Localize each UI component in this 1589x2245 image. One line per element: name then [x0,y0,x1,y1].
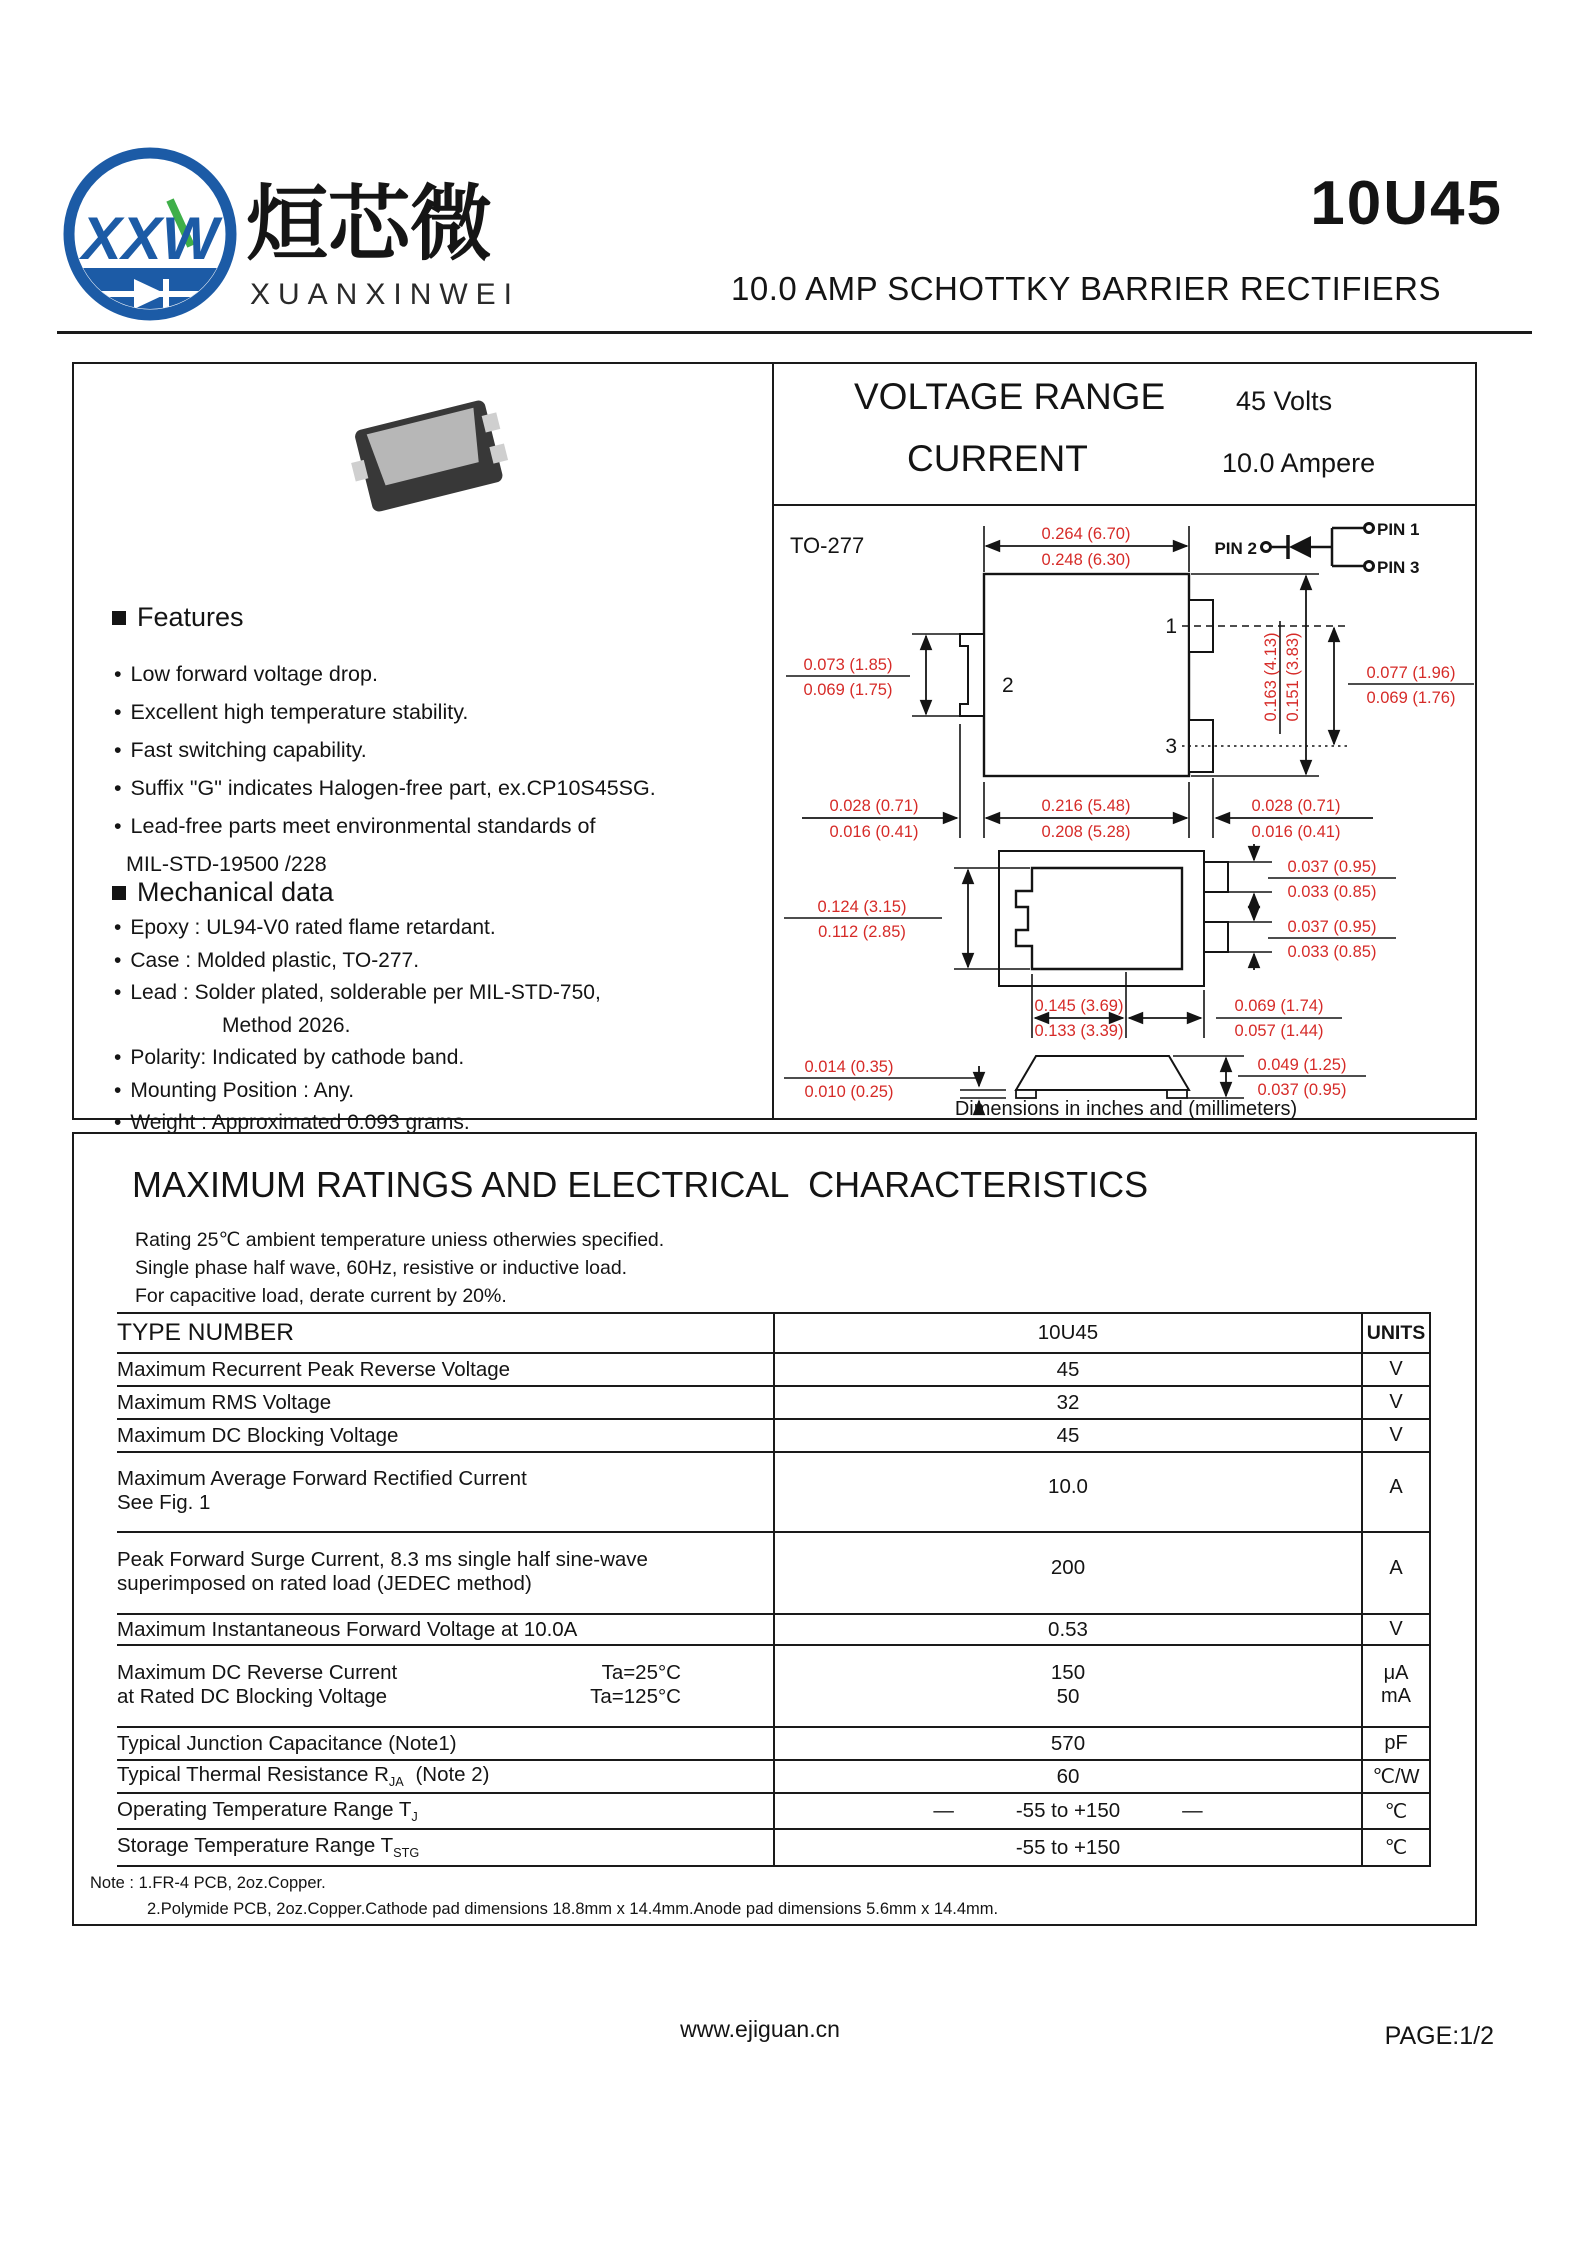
dim-pin3-pad-min: 0.033 (0.85) [1287,943,1377,961]
pin2-pad-outline [960,634,984,716]
feature-item: • Low forward voltage drop. [114,662,656,687]
footer-page-number: PAGE:1/2 [1384,2022,1494,2050]
units-cell: pF [1362,1727,1430,1760]
pad1-number: 1 [1165,615,1177,638]
dim-pad-gap-min: 0.057 (1.44) [1234,1022,1324,1040]
feature-item: • Suffix "G" indicates Halogen-free part, ex.CP10S45SG. [114,776,656,801]
pin1-label: PIN 1 [1377,520,1420,539]
logo-latin-text: XUANXINWEI [250,278,518,311]
dim-cathode-pad-width-min: 0.133 (3.39) [1034,1022,1124,1040]
feature-item: • Fast switching capability. [114,738,656,763]
param-cell: Typical Junction Capacitance (Note1) [117,1731,457,1755]
top-view-drawing [786,525,1474,841]
mechanical-item: • Weight : Approximated 0.093 grams. [114,1111,601,1135]
param-cell: Maximum DC Blocking Voltage [117,1423,399,1447]
feature-item: • Excellent high temperature stability. [114,700,656,725]
units-cell: ℃/W [1362,1760,1430,1793]
ratings-title: MAXIMUM RATINGS AND ELECTRICAL CHARACTERISTICS [132,1164,1149,1205]
dim-body-thickness-min: 0.037 (0.95) [1257,1081,1347,1099]
pin3-label: PIN 3 [1377,558,1420,577]
table-row [117,1532,1430,1614]
voltage-range-value: 45 Volts [1236,386,1333,416]
dim-body-height-min: 0.151 (3.83) [1284,632,1302,722]
mechanical-item: • Lead : Solder plated, solderable per MIL-STD-750, [114,981,601,1005]
units-cell: V [1362,1386,1430,1419]
param-line1: Maximum DC Reverse Current [117,1661,398,1684]
dim-body-thickness-max: 0.049 (1.25) [1257,1056,1347,1074]
units-cell: A [1389,1556,1403,1579]
table-row [117,1727,1430,1760]
param-rest: (Note 2) [415,1763,490,1787]
value-cell: 0.53 [774,1614,1362,1645]
test-condition-1: Ta=25°C [601,1661,681,1684]
table-header-row [117,1313,1430,1353]
param-line2: superimposed on rated load (JEDEC method) [117,1572,532,1595]
table-row [117,1793,1430,1829]
param-line1: Maximum Average Forward Rectified Current [117,1467,527,1490]
dim-edge-right-max: 0.028 (0.71) [1251,797,1341,815]
param-line2: at Rated DC Blocking Voltage [117,1685,388,1708]
feature-item: • Lead-free parts meet environmental standards of [114,814,656,839]
pad3-number: 3 [1165,735,1177,758]
ratings-summary [774,364,1477,506]
features-heading [112,602,244,633]
dim-top-width-min: 0.248 (6.30) [1041,551,1131,569]
param-cell: Typical Thermal Resistance R [117,1763,389,1787]
features-list [114,662,656,890]
param-cell: Storage Temperature Range T [117,1834,394,1858]
value-cell-1: 150 [1050,1661,1086,1684]
col-header-param: TYPE NUMBER [117,1319,294,1346]
test-condition-2: Ta=125°C [590,1685,681,1708]
dim-pad-gap-max: 0.069 (1.74) [1234,997,1324,1015]
package-name: TO-277 [790,533,865,558]
current-value: 10.0 Ampere [1222,448,1376,478]
dim-pad-height-max: 0.124 (3.15) [817,898,907,916]
param-line1: Peak Forward Surge Current, 8.3 ms single half sine-wave [117,1548,648,1571]
dim-cathode-pad-width-max: 0.145 (3.69) [1034,997,1124,1015]
mechanical-title: Mechanical data [137,877,334,907]
current-label: CURRENT [907,438,1088,479]
dim-top-width-max: 0.264 (6.70) [1041,525,1131,543]
table-row [117,1386,1430,1419]
right-pane [774,364,1477,1118]
units-cell: V [1362,1419,1430,1452]
units-cell: V [1362,1614,1430,1645]
ratings-conditions [135,1226,664,1310]
value-cell: 45 [774,1419,1362,1452]
units-cell-1: μA [1383,1662,1409,1684]
units-cell-2: mA [1381,1685,1411,1707]
col-header-value: 10U45 [774,1313,1362,1353]
value-cell: 570 [774,1727,1362,1760]
param-line2: See Fig. 1 [117,1491,211,1514]
logo-cjk-text: 烜芯微 [246,179,493,270]
feature-item-continuation: MIL-STD-19500 /228 [126,852,327,876]
value-cell: -55 to +150 [1015,1799,1121,1822]
pin-schematic [1262,524,1374,571]
package-body-outline [984,574,1189,776]
logo-monogram: XXW [81,205,219,272]
dim-pin2-height-max: 0.073 (1.85) [803,656,893,674]
cathode-pad-outline [1016,868,1182,969]
table-row [117,1614,1430,1645]
mechanical-item-continuation: Method 2026. [222,1013,351,1037]
param-subscript: STG [393,1845,420,1861]
value-cell: 200 [1050,1556,1086,1579]
param-cell: Maximum Recurrent Peak Reverse Voltage [117,1357,511,1381]
dim-pad-width-min: 0.208 (5.28) [1041,823,1131,841]
diode-symbol-icon [1289,536,1311,558]
table-row [117,1419,1430,1452]
dim-pin3-pad-max: 0.037 (0.95) [1287,918,1377,936]
param-cell: Operating Temperature Range T [117,1797,412,1821]
mechanical-item: • Epoxy : UL94-V0 rated flame retardant. [114,916,601,940]
ratings-table [117,1312,1431,1867]
value-cell: 10.0 [1048,1475,1088,1498]
package-dimension-drawing [774,506,1477,1120]
dim-pad-width-max: 0.216 (5.48) [1041,797,1131,815]
param-cell: Maximum RMS Voltage [117,1390,332,1414]
features-title: Features [137,602,244,632]
dim-pin-pitch-min: 0.069 (1.76) [1366,689,1456,707]
dash-right: — [1182,1799,1203,1822]
param-subscript: JA [388,1774,404,1790]
dim-pin1-pad-max: 0.037 (0.95) [1287,858,1377,876]
table-row [117,1829,1430,1866]
note-line-2: 2.Polymide PCB, 2oz.Copper.Cathode pad dimensions 18.8mm x 14.4mm.Anode pad dimensions 5.6mm x 14.4mm. [147,1900,999,1918]
footer-website: www.ejiguan.cn [680,2016,840,2042]
param-cell: Maximum Instantaneous Forward Voltage at 10.0A [117,1617,578,1641]
note-line-1: Note : 1.FR-4 PCB, 2oz.Copper. [90,1874,326,1892]
dim-edge-right-min: 0.016 (0.41) [1251,823,1341,841]
value-cell: 45 [774,1353,1362,1386]
voltage-range-label: VOLTAGE RANGE [854,376,1166,417]
dim-edge-left-min: 0.016 (0.41) [829,823,919,841]
condition-line: Single phase half wave, 60Hz, resistive or inductive load. [135,1257,628,1279]
overview-box [72,362,1477,1134]
dim-body-height-max: 0.163 (4.13) [1262,632,1280,722]
dim-edge-left-max: 0.028 (0.71) [829,797,919,815]
bottom-view-drawing [784,844,1396,1040]
pad2-number: 2 [1002,674,1014,697]
units-cell: ℃ [1362,1829,1430,1866]
dim-standoff-min: 0.010 (0.25) [804,1083,894,1101]
mechanical-list [114,916,601,1144]
page-subtitle: 10.0 AMP SCHOTTKY BARRIER RECTIFIERS [731,270,1441,307]
pin2-label: PIN 2 [1214,539,1257,558]
col-header-units: UNITS [1362,1313,1430,1353]
table-row [117,1760,1430,1793]
dim-pin2-height-min: 0.069 (1.75) [803,681,893,699]
table-notes [90,1870,998,1922]
dash-left: — [933,1799,954,1822]
table-row [117,1645,1430,1727]
table-row [117,1452,1430,1532]
condition-line: For capacitive load, derate current by 20%. [135,1285,507,1307]
dim-pad-height-min: 0.112 (2.85) [818,923,906,941]
company-logo [58,138,518,335]
mechanical-item: • Mounting Position : Any. [114,1079,601,1103]
package-photo [324,382,534,537]
value-cell: 60 [774,1760,1362,1793]
header-divider [57,331,1532,334]
table-row [117,1353,1430,1386]
dim-pin1-pad-min: 0.033 (0.85) [1287,883,1377,901]
mechanical-item: • Case : Molded plastic, TO-277. [114,949,601,973]
part-number-title: 10U45 [1310,169,1503,238]
units-cell: ℃ [1362,1793,1430,1829]
value-cell: 32 [774,1386,1362,1419]
units-cell: A [1389,1475,1403,1498]
dim-pin-pitch-max: 0.077 (1.96) [1366,664,1456,682]
square-bullet-icon [112,886,126,900]
side-profile-outline [1016,1056,1189,1090]
dim-standoff-max: 0.014 (0.35) [804,1058,894,1076]
ratings-box [72,1132,1477,1926]
mechanical-item: • Polarity: Indicated by cathode band. [114,1046,601,1070]
units-cell: V [1362,1353,1430,1386]
value-cell: -55 to +150 [774,1829,1362,1866]
left-pane [74,364,772,1134]
condition-line: Rating 25℃ ambient temperature uniess otherwies specified. [135,1229,665,1251]
dimension-caption: Dimensions in inches and (millimeters) [954,1098,1298,1120]
mechanical-heading [112,877,334,908]
value-cell-2: 50 [1056,1685,1080,1708]
square-bullet-icon [112,611,126,625]
param-subscript: J [411,1809,418,1825]
